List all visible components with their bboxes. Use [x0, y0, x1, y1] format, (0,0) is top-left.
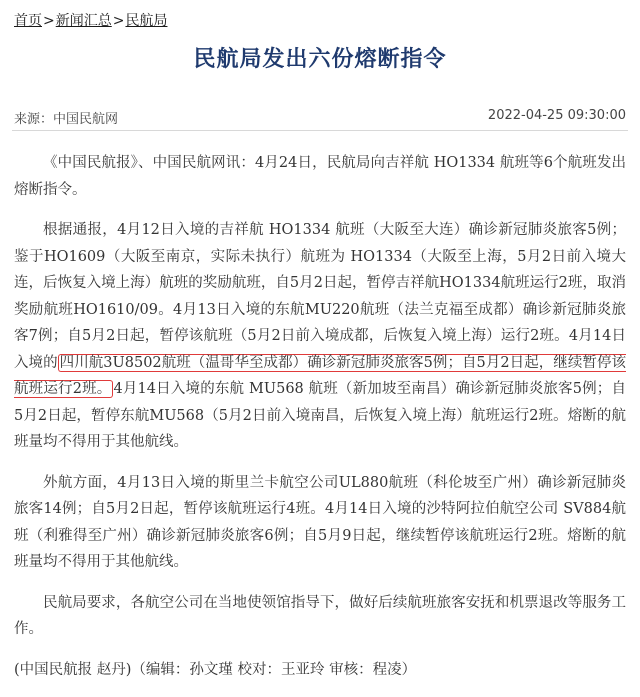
article-footer: (中国民航报 赵丹)（编辑：孙文瑾 校对：王亚玲 审核：程凌）	[14, 661, 417, 678]
breadcrumb-separator: >	[43, 13, 55, 29]
breadcrumb-separator: >	[112, 13, 125, 29]
source-name: 中国民航网	[53, 112, 119, 127]
paragraph-1: 《中国民航报》、中国民航网讯：4月24日，民航局向吉祥航 HO1334 航班等6个航班发出熔断指令。	[14, 155, 626, 198]
paragraph-3: 外航方面，4月13日入境的斯里兰卡航空公司UL880航班（科伦坡至广州）确诊新冠肺炎旅客14例；自5月2日起，暂停该航班运行4班。4月14日入境的沙特阿拉伯航空公司 SV884航班（利雅得至广州）确诊新冠肺炎旅客6例；自5月9日起，继续暂停该航班运行2班。熔断的航班量均不得用于其他航线。	[14, 474, 626, 570]
breadcrumb-home-link[interactable]: 首页	[14, 13, 42, 29]
breadcrumb	[14, 10, 167, 30]
breadcrumb-news-link[interactable]: 新闻汇总	[55, 13, 112, 29]
header-divider	[12, 130, 628, 131]
article-title: 民航局发出六份熔断指令	[193, 46, 447, 72]
paragraph-2-part-b: 4月14日入境的东航 MU568 航班（新加坡至南昌）确诊新冠肺炎旅客5例；自5月2日起，暂停东航MU568（5月2日前入境南昌，后恢复入境上海）航班运行2班。熔断的航班量均不得用于其他航线。	[14, 381, 626, 450]
paragraph-2-part-a: 根据通报，4月12日入境的吉祥航 HO1334 航班（大阪至大连）确诊新冠肺炎旅客5例；鉴于HO1609（大阪至南京，实际未执行）航班为 HO1334（大阪至上海，5月2日前入境大连，后恢复入境上海）航班的奖励航班，自5月2日起，暂停吉祥航HO1334航班运行2班，取消奖励航班HO1610/09。4月13日入境的东航MU220航班（法兰克福至成都）确诊新冠肺炎旅客7例；自5月2日起，暂停该航班（5月2日前入境成都，后恢复入境上海）运行2班。4月14日入境的	[14, 222, 626, 371]
breadcrumb-caac-link[interactable]: 民航局	[125, 13, 168, 29]
article-meta	[14, 108, 626, 127]
article-body	[14, 150, 626, 697]
paragraph-2	[14, 217, 626, 456]
highlighted-text: 四川航3U8502航班（温哥华至成都）确诊新冠肺炎旅客5例；自5月2日起，继续暂停该航班运行2班。	[14, 354, 626, 397]
paragraph-4: 民航局要求，各航空公司在当地使领馆指导下，做好后续航班旅客安抚和机票退改等服务工作。	[14, 594, 626, 637]
source-label: 来源：	[14, 112, 54, 127]
publish-datetime: 2022-04-25 09:30:00	[487, 108, 626, 123]
